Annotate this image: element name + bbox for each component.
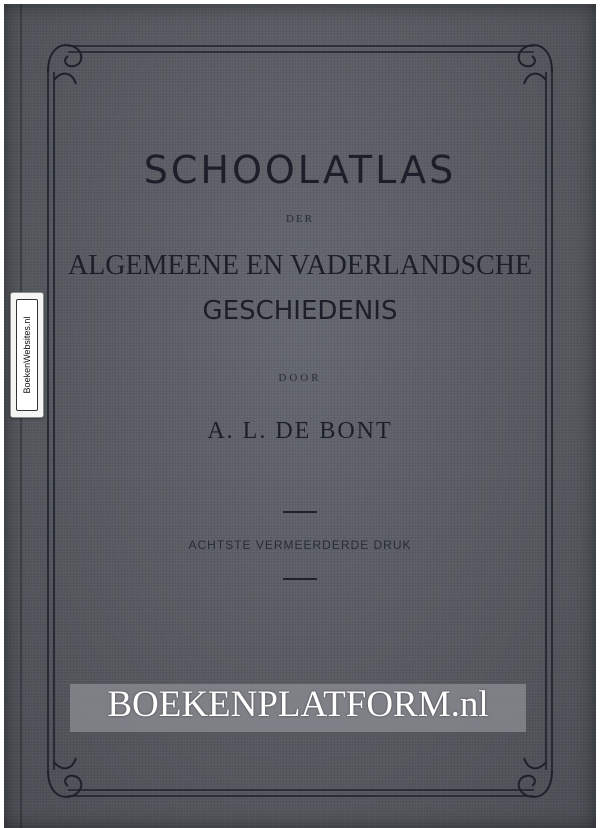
connector-word: DER <box>286 213 314 225</box>
bookseller-sticker <box>10 292 44 418</box>
sticker-border <box>16 299 38 411</box>
by-label: DOOR <box>278 372 322 384</box>
watermark-text: BOEKENPLATFORM.nl <box>107 684 489 725</box>
subtitle-line-1: ALGEMEENE EN VADERLANDSCHE <box>67 250 533 281</box>
sticker-label: BoekenWebsites.nl <box>22 316 32 394</box>
subtitle-line-2: GESCHIEDENIS <box>202 296 398 326</box>
divider-rule-upper <box>283 511 317 513</box>
book-title: SCHOOLATLAS <box>143 148 457 192</box>
author-name: A. L. DE BONT <box>207 418 393 444</box>
edition-line: ACHTSTE VERMEERDERDE DRUK <box>188 538 412 552</box>
divider-rule-lower <box>283 578 317 580</box>
